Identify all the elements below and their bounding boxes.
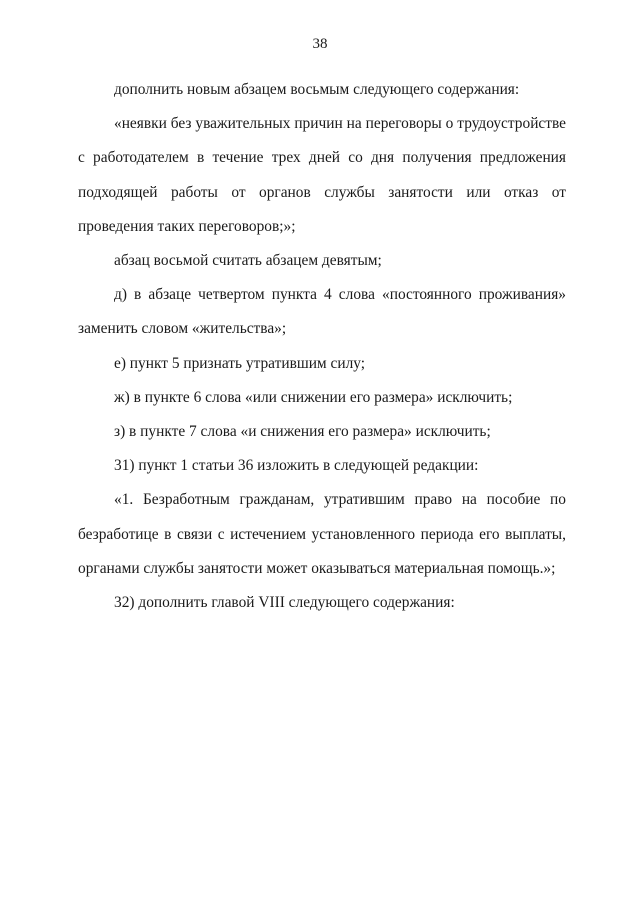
page-number: 38 — [312, 36, 328, 52]
paragraph-item-zh: ж) в пункте 6 слова «или снижении его размера» исключить; — [114, 388, 513, 406]
paragraph-item-z: з) в пункте 7 слова «и снижения его размера» исключить; — [114, 423, 491, 441]
paragraph-quoted-no-show-clause: «неявки без уважительных причин на переговоры о трудоустройстве с работодателем в течение трех дней со дня получения предложения подходящей работы от органов службы занятости или отказ от проведения таких переговоров;»; — [78, 115, 566, 235]
paragraph-item-d: д) в абзаце четвертом пункта 4 слова «постоянного проживания» заменить словом «жительства»; — [78, 286, 566, 338]
paragraph-item-32: 32) дополнить главой VIII следующего содержания: — [114, 594, 455, 612]
paragraph-renumber-eighth-to-ninth: абзац восьмой считать абзацем девятым; — [114, 252, 382, 270]
paragraph-add-eighth-subparagraph: дополнить новым абзацем восьмым следующего содержания: — [114, 81, 520, 98]
paragraph-quoted-material-assistance: «1. Безработным гражданам, утратившим право на пособие по безработице в связи с истечением установленного периода его выплаты, органами службы занятости может оказываться материальная помощь.»; — [78, 491, 566, 577]
paragraph-item-31: 31) пункт 1 статьи 36 изложить в следующей редакции: — [114, 457, 479, 475]
document-body — [78, 73, 566, 620]
paragraph-item-e: е) пункт 5 признать утратившим силу; — [114, 354, 366, 372]
